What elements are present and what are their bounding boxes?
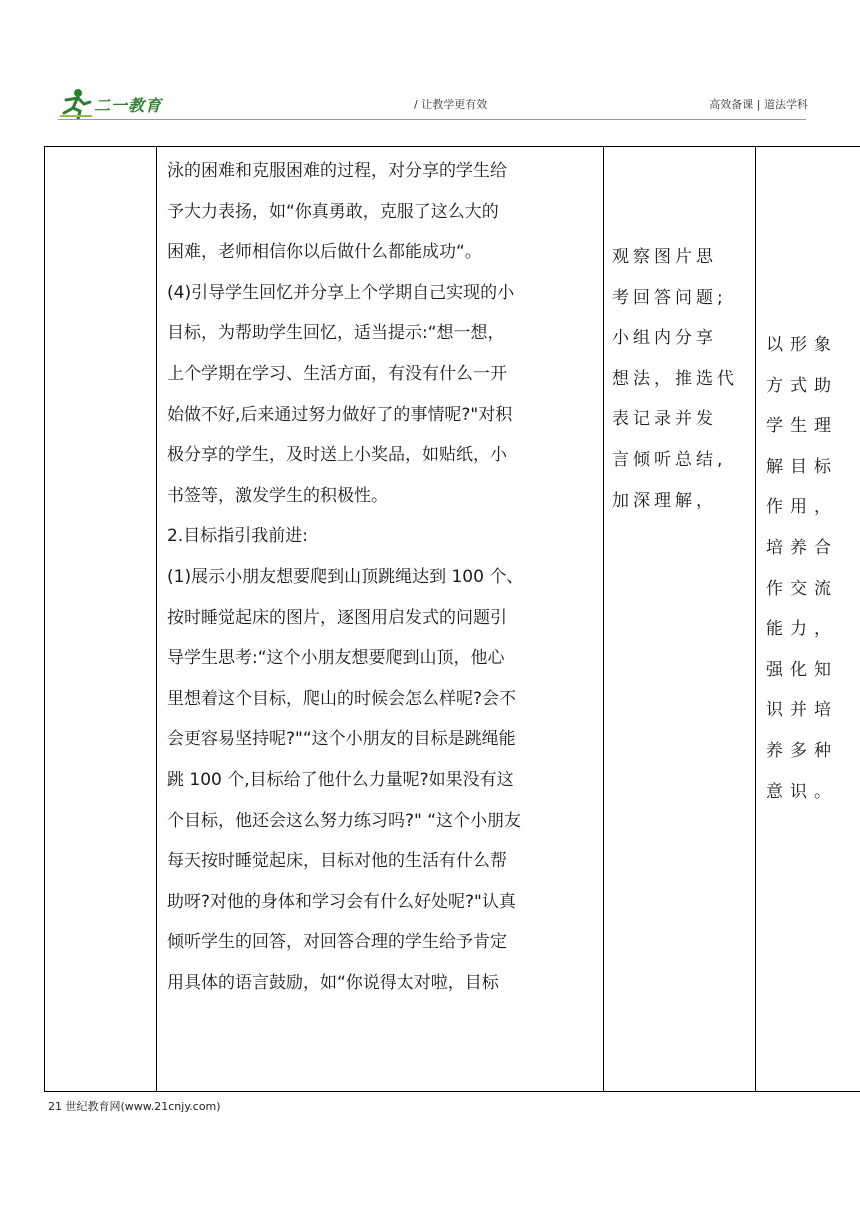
text-line: (1)展示小朋友想要爬到山顶跳绳达到 100 个、 xyxy=(167,566,524,587)
text-line: 导学生思考:“这个小朋友想要爬到山顶，他心 xyxy=(167,648,505,669)
text-line: 解目标 xyxy=(766,456,838,477)
header-slogan: / 让教学更有效 xyxy=(414,98,488,111)
logo xyxy=(58,86,173,120)
text-line: 考回答问题; xyxy=(612,287,727,308)
text-line: 跳 100 个,目标给了他什么力量呢?如果没有这 xyxy=(167,769,514,790)
text-line: 小组内分享 xyxy=(612,328,717,349)
table-cell-empty xyxy=(45,147,157,1092)
text-line: 识并培 xyxy=(766,700,838,721)
text-line: 学生理 xyxy=(766,416,838,437)
text-line: 倾听学生的回答，对回答合理的学生给予肯定 xyxy=(167,932,507,953)
table-row xyxy=(45,147,860,1092)
text-line: 泳的困难和克服困难的过程，对分享的学生给 xyxy=(167,161,507,181)
text-line: 按时睡觉起床的图片，逐图用启发式的问题引 xyxy=(167,607,507,628)
text-line: 能力， xyxy=(766,619,838,640)
text-line: 上个学期在学习、生活方面，有没有什么一开 xyxy=(167,363,507,384)
text-line: 予大力表扬，如“你真勇敢，克服了这么大的 xyxy=(167,201,499,222)
text-line: 个目标，他还会这么努力练习吗?" “这个小朋友 xyxy=(167,810,522,831)
text-line: 作交流 xyxy=(766,578,838,599)
text-line: 目标，为帮助学生回忆，适当提示:“想一想， xyxy=(167,323,505,344)
header-subject-tag: 高效备课 | 道法学科 xyxy=(709,98,808,111)
text-line: 2.目标指引我前进: xyxy=(167,526,308,547)
text-line: 书签等，激发学生的积极性。 xyxy=(167,485,388,506)
text-line: 想法，推选代 xyxy=(612,368,738,389)
page-footer: 21 世纪教育网(www.21cnjy.com) xyxy=(48,1100,221,1113)
text-line: 助呀?对他的身体和学习会有什么好处呢?"认真 xyxy=(167,891,516,912)
text-line: (4)引导学生回忆并分享上个学期自己实现的小 xyxy=(167,282,515,303)
student-activity-text xyxy=(612,237,747,521)
text-line: 表记录并发 xyxy=(612,409,717,430)
text-line: 培养合 xyxy=(766,537,838,558)
text-line: 作用， xyxy=(766,497,838,518)
text-line: 加深理解， xyxy=(612,490,717,511)
page-header xyxy=(0,0,860,125)
lesson-plan-table xyxy=(44,146,860,1092)
text-line: 困难，老师相信你以后做什么都能成功“。 xyxy=(167,242,482,263)
text-line: 观察图片思 xyxy=(612,247,717,267)
text-line: 以形象 xyxy=(766,335,838,355)
text-line: 方式助 xyxy=(766,375,838,396)
header-divider xyxy=(58,119,806,120)
table-cell-student-activity xyxy=(604,147,756,1092)
text-line: 意识。 xyxy=(766,781,838,802)
runner-logo-icon xyxy=(58,86,94,120)
text-line: 强化知 xyxy=(766,659,838,680)
teacher-activity-text xyxy=(167,151,593,1003)
text-line: 言倾听总结, xyxy=(612,449,727,470)
logo-text: 二一教育 xyxy=(94,96,163,115)
table-cell-teacher-activity xyxy=(157,147,604,1092)
table-cell-design-intent xyxy=(756,147,860,1092)
text-line: 里想着这个目标，爬山的时候会怎么样呢?会不 xyxy=(167,688,517,709)
design-intent-text xyxy=(766,325,853,812)
text-line: 始做不好,后来通过努力做好了的事情呢?"对积 xyxy=(167,404,513,425)
text-line: 每天按时睡觉起床，目标对他的生活有什么帮 xyxy=(167,851,507,872)
text-line: 养多种 xyxy=(766,740,838,761)
text-line: 用具体的语言鼓励，如“你说得太对啦，目标 xyxy=(167,972,499,993)
text-line: 会更容易坚持呢?"“这个小朋友的目标是跳绳能 xyxy=(167,729,516,750)
text-line: 极分享的学生，及时送上小奖品，如贴纸，小 xyxy=(167,445,507,466)
